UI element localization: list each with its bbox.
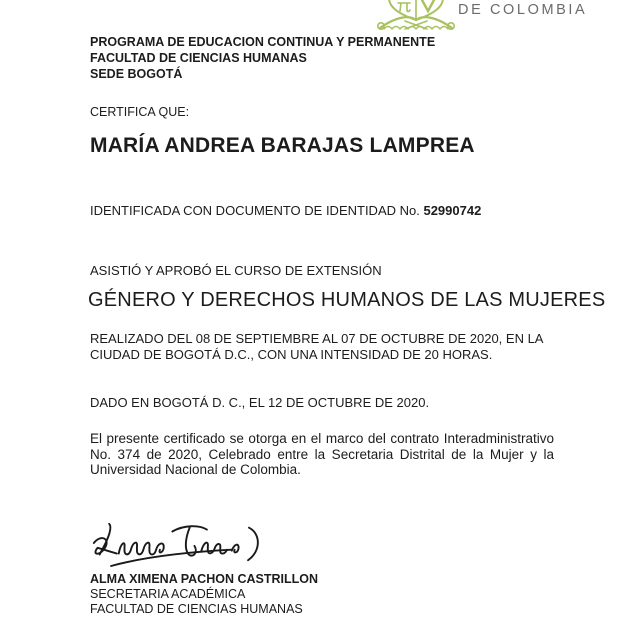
university-wordmark: DE COLOMBIA <box>458 2 588 18</box>
course-title: GÉNERO Y DERECHOS HUMANOS DE LAS MUJERES <box>88 289 606 311</box>
contract-note: El presente certificado se otorga en el marco del contrato Interadministrativo No. 374 de 2020, Celebrado entre la Secretaria Distrital de la Mujer y la Universidad Nacional de Colombia. <box>90 431 554 477</box>
identity-line <box>90 203 481 218</box>
identity-number: 52990742 <box>423 203 482 218</box>
program-header <box>90 34 435 82</box>
course-details: REALIZADO DEL 08 DE SEPTIEMBRE AL 07 DE OCTUBRE DE 2020, EN LA CIUDAD DE BOGOTÁ D.C., CON UNA INTENSIDAD DE 20 HORAS. <box>90 331 543 362</box>
identity-label: IDENTIFICADA CON DOCUMENTO DE IDENTIDAD No. <box>90 203 424 218</box>
faculty-line: FACULTAD DE CIENCIAS HUMANAS <box>90 51 307 65</box>
handwritten-signature-icon <box>90 514 272 572</box>
campus-line: SEDE BOGOTÁ <box>90 67 183 81</box>
program-line: PROGRAMA DE EDUCACION CONTINUA Y PERMANENTE <box>90 35 436 49</box>
signatory-block <box>90 572 318 618</box>
course-intro-line: ASISTIÓ Y APROBÓ EL CURSO DE EXTENSIÓN <box>90 263 382 278</box>
university-crest-icon <box>374 0 458 30</box>
signatory-faculty: FACULTAD DE CIENCIAS HUMANAS <box>90 602 303 617</box>
signatory-title: SECRETARIA ACADÉMICA <box>90 587 246 602</box>
certifies-label: CERTIFICA QUE: <box>90 105 190 119</box>
signatory-name: ALMA XIMENA PACHON CASTRILLON <box>90 572 318 586</box>
recipient-name: MARÍA ANDREA BARAJAS LAMPREA <box>90 134 475 157</box>
issued-line: DADO EN BOGOTÁ D. C., EL 12 DE OCTUBRE DE 2020. <box>90 395 430 410</box>
